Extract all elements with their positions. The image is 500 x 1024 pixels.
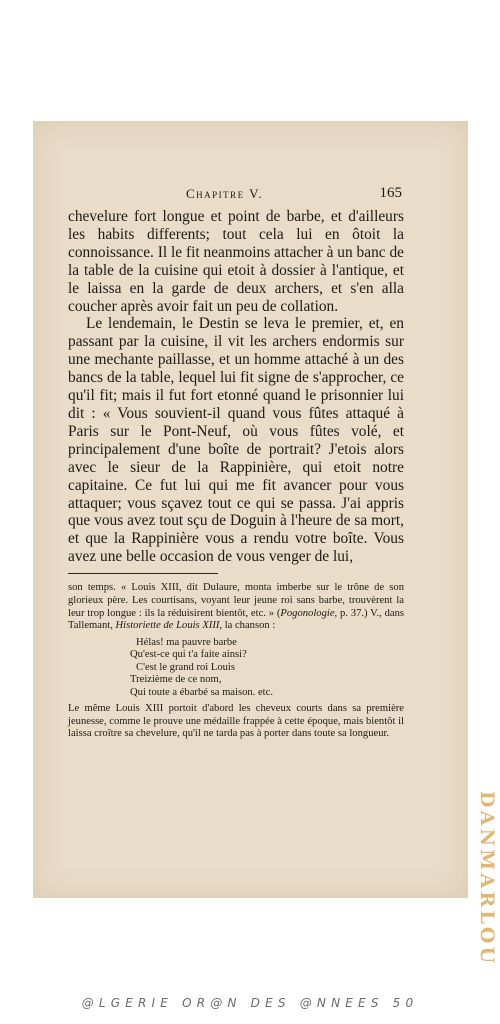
footnote-title: Historiette de Louis XIII [115,620,220,632]
verse-line: Qui toute a ébarbé sa maison. etc. [130,686,273,698]
verse-line: Hélas! ma pauvre barbe [136,636,237,648]
paragraph: Le lendemain, le Destin se leva le premier, et, en passant par la cuisine, il vit les archers endormis sur une mechante paillasse, et un homme attaché à un des bancs de la table, lequel lui fit signe de s'approcher, ce qu'il fit; mais il fut fort etonné quand le prisonnier lui dit : « Vous souvient-il quand vous fûtes attaqué à Paris sur le Pont-Neuf, où vous fûtes volé, et principalement d'une boîte de portrait? J'etois alors avec le sieur de la Rappinière, qui etoit notre capitaine. Ce fut lui qui me fit avancer pour vous attaquer; vous sçavez tout ce qui se passa. J'ai appris que vous avez tout sçu de Doguin à l'heure de sa mort, et que la Rappinière vous a rendu votre boîte. Vous avez une belle occasion de vous venger de lui, [68,315,404,566]
footnote-text: , p. 37.) V., dans Tallemant, [68,607,404,632]
footnote-text: , la chanson : [219,620,276,632]
footnote [68,582,404,741]
side-watermark: DANMARLOU [476,790,498,967]
footnote-separator [68,573,218,574]
footnote-intro [68,582,404,633]
paragraph: chevelure fort longue et point de barbe, et d'ailleurs les habits differents; tout cela lui en ôtoit la connoissance. Il le fit neanmoins attacher à un banc de la table de la cuisine qui etoit à dossier à l'antique, et le laissa en la garde de deux archers, et s'en alla coucher après avoir fait un peu de collation. [68,208,404,315]
book-page [68,186,404,741]
verse-line: Qu'est-ce qui t'a faite ainsi? [130,649,247,661]
running-head [68,186,404,208]
body-text [68,208,404,566]
song-verse [130,637,404,699]
page-number: 165 [379,185,402,201]
footnote-reference: Pogonologie [280,607,335,619]
verse-line: Treizième de ce nom, [130,674,222,686]
bottom-watermark: @LGERIE OR@N DES @NNEES 50 [81,996,419,1010]
verse-line: C'est le grand roi Louis [136,661,236,673]
footnote-conclusion: Le même Louis XIII portoit d'abord les cheveux courts dans sa première jeunesse, comme le prouve une médaille frappée à cette époque, mais bientôt il laissa croître sa chevelure, qu'il ne tarda pas à porter dans toute sa longueur. [68,702,404,740]
chapter-title: Chapitre V. [186,186,264,201]
footnote-text: son temps. « Louis XIII, dit Dulaure, monta imberbe sur le trône de son glorieux père. Les courtisans, voyant leur jeune roi sans barbe, trouvèrent la leur trop longue : ils la réduisirent bientôt, etc. » ( [68,582,404,619]
